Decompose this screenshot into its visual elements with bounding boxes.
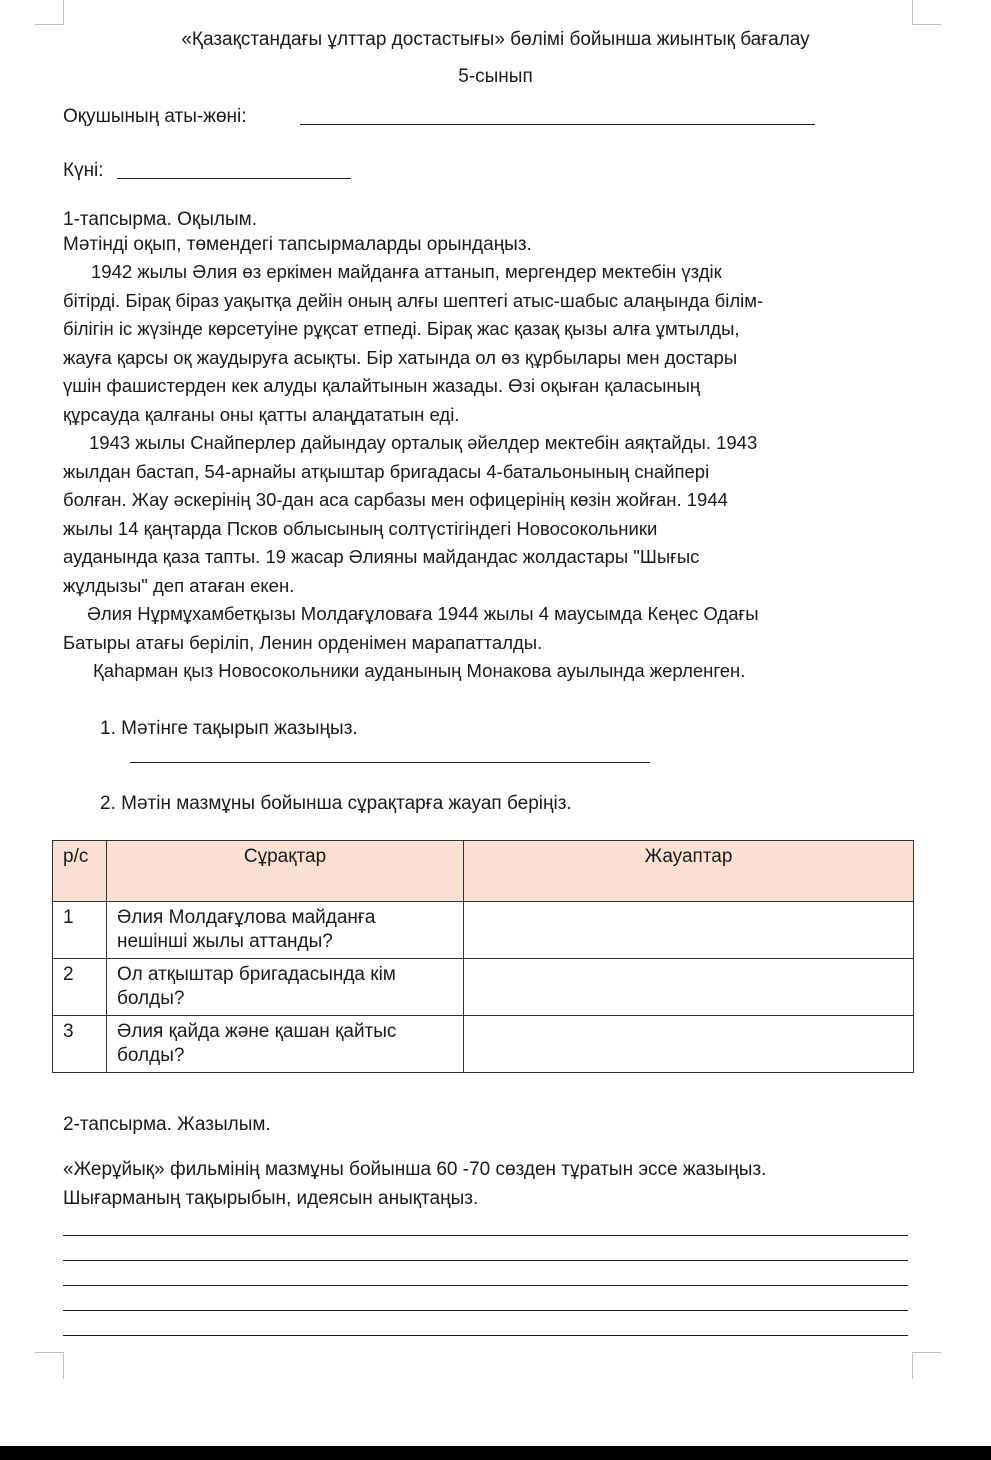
text-line: білігін іс жүзінде көрсетуіне рұқсат етпеді. Бірақ жас қазақ қызы алға ұмтылды, xyxy=(63,318,740,339)
answer-cell[interactable] xyxy=(464,902,914,959)
question-line: нешінші жылы аттанды? xyxy=(117,931,333,952)
header-num: р/с xyxy=(53,841,107,902)
date-blank[interactable] xyxy=(117,178,351,179)
question-2: 2. Мәтін мазмұны бойынша сұрақтарға жауап беріңіз. xyxy=(100,793,572,814)
question-line: Әлия қайда және қашан қайтыс xyxy=(117,1021,397,1042)
text-line: 1943 жылы Снайперлер дайындау орталық әйелдер мектебін аяқтайды. 1943 xyxy=(89,432,758,453)
question-line: болды? xyxy=(117,1045,185,1066)
essay-writing-line[interactable] xyxy=(63,1310,908,1311)
table-row xyxy=(53,1016,914,1073)
header-questions: Сұрақтар xyxy=(107,841,464,902)
row-number: 2 xyxy=(53,959,107,1016)
text-line: Батыры атағы беріліп, Ленин орденімен марапатталды. xyxy=(63,631,543,653)
row-number: 1 xyxy=(53,902,107,959)
date-label: Күні: xyxy=(63,160,104,181)
text-line: болған. Жау әскерінің 30-дан аса сарбазы мен офицерінің көзін жойған. 1944 xyxy=(63,489,728,510)
page-corner-mark xyxy=(35,1352,64,1379)
question-line: Әлия Молдағұлова майданға xyxy=(117,907,376,928)
screen-bottom-bar xyxy=(0,1446,991,1460)
essay-writing-line[interactable] xyxy=(63,1335,908,1336)
table-header-row xyxy=(53,841,914,902)
text-line: үшін фашистерден кек алуды қалайтынын жазады. Өзі оқыған қаласының xyxy=(63,375,701,396)
text-line: жауға қарсы оқ жаудыруға асықты. Бір хатында ол өз құрбылары мен достары xyxy=(63,346,738,368)
answer-cell[interactable] xyxy=(464,1016,914,1073)
document-title: «Қазақстандағы ұлттар достастығы» бөлімі бойынша жиынтық бағалау xyxy=(181,29,810,50)
text-line: бітірді. Бірақ біраз уақытқа дейін оның алғы шептегі атыс-шабыс алаңында білім- xyxy=(63,289,764,311)
task2-instruction-line2: Шығарманың тақырыбын, идеясын анықтаңыз. xyxy=(63,1188,479,1209)
title-answer-blank[interactable] xyxy=(130,762,650,763)
text-line: Әлия Нұрмұхамбетқызы Молдағұловаға 1944 жылы 4 маусымда Кеңес Одағы xyxy=(87,603,759,624)
task1-title: 1-тапсырма. Оқылым. xyxy=(63,209,257,230)
text-line: жылдан бастап, 54-арнайы атқыштар бригадасы 4-батальонының снайпері xyxy=(63,460,710,482)
task1-instruction: Мәтінді оқып, төмендегі тапсырмаларды орындаңыз. xyxy=(63,234,532,255)
student-name-blank[interactable] xyxy=(300,124,815,125)
task2-title: 2-тапсырма. Жазылым. xyxy=(63,1114,271,1135)
header-answers: Жауаптар xyxy=(464,841,914,902)
text-line: құрсауда қалғаны оны қатты алаңдататын еді. xyxy=(63,403,460,425)
question-line: болды? xyxy=(117,988,185,1009)
question-line: Ол атқыштар бригадасында кім xyxy=(117,964,396,985)
reading-text xyxy=(63,258,913,686)
question-cell xyxy=(107,902,464,959)
question-1: 1. Мәтінге тақырып жазыңыз. xyxy=(100,718,358,739)
page-corner-mark xyxy=(912,0,941,25)
grade-label: 5-сынып xyxy=(458,66,533,87)
question-cell xyxy=(107,1016,464,1073)
student-name-label: Оқушының аты-жөні: xyxy=(63,106,247,127)
task2-instruction-line1: «Жерұйық» фильмінің мазмұны бойынша 60 -70 сөзден тұратын эссе жазыңыз. xyxy=(63,1159,767,1180)
table-row xyxy=(53,902,914,959)
essay-writing-line[interactable] xyxy=(63,1260,908,1261)
text-line: ауданында қаза тапты. 19 жасар Әлияны майдандас жолдастары "Шығыс xyxy=(63,546,700,567)
question-cell xyxy=(107,959,464,1016)
text-line: жұлдызы" деп атаған екен. xyxy=(63,574,295,596)
page-corner-mark xyxy=(912,1352,941,1379)
answer-cell[interactable] xyxy=(464,959,914,1016)
questions-table xyxy=(52,840,914,1073)
page-corner-mark xyxy=(35,0,64,25)
row-number: 3 xyxy=(53,1016,107,1073)
essay-writing-line[interactable] xyxy=(63,1235,908,1236)
text-line: жылы 14 қаңтарда Псков облысының солтүстігіндегі Новосокольники xyxy=(63,517,658,539)
text-line: 1942 жылы Әлия өз еркімен майданға аттанып, мергендер мектебін үздік xyxy=(91,261,722,282)
table-row xyxy=(53,959,914,1016)
essay-writing-line[interactable] xyxy=(63,1285,908,1286)
text-line: Қаһарман қыз Новосокольники ауданының Монакова ауылында жерленген. xyxy=(93,660,746,681)
